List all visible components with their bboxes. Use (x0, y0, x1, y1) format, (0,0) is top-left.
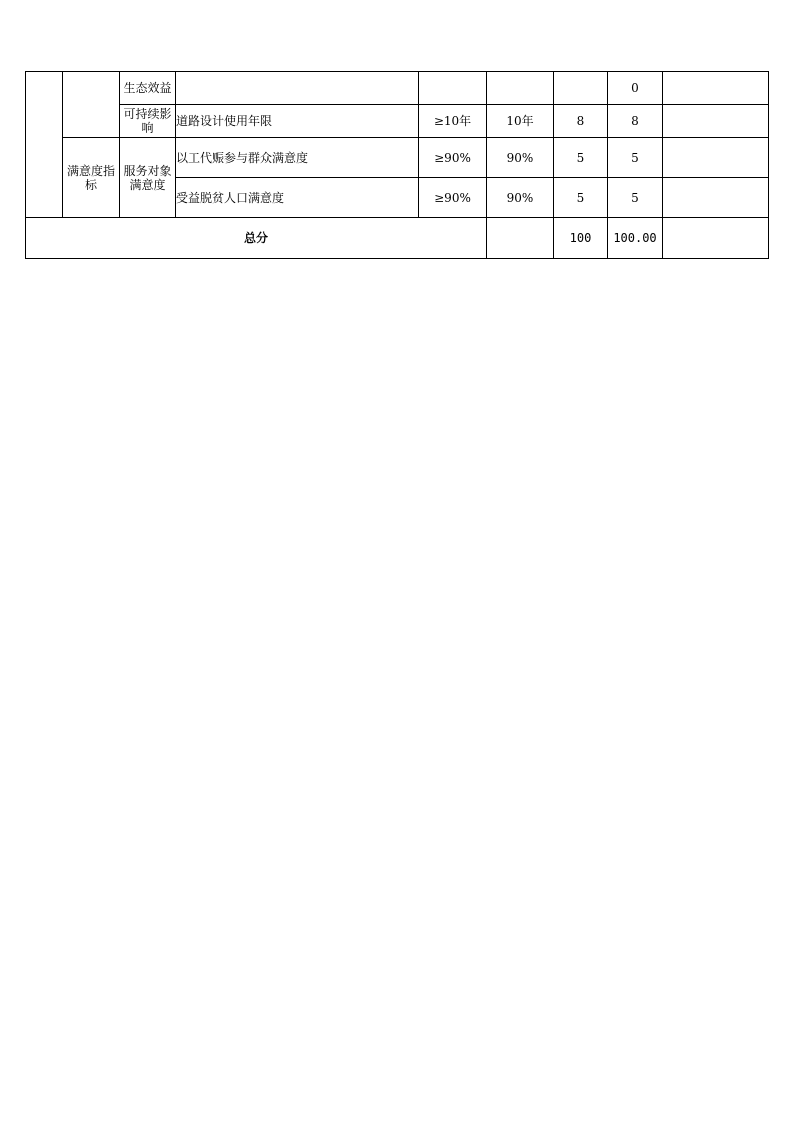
weight-cell: 8 (554, 105, 608, 138)
table-row (26, 138, 769, 178)
total-row (26, 218, 769, 259)
sub-category-cell: 可持续影响 (120, 105, 176, 138)
weight-cell: 5 (554, 178, 608, 218)
indicator-cell: 道路设计使用年限 (176, 105, 419, 138)
note-cell (663, 105, 769, 138)
note-cell (663, 72, 769, 105)
total-actual-value-cell (487, 218, 554, 259)
total-label: 总分 (26, 218, 487, 259)
score-cell: 0 (608, 72, 663, 105)
score-cell: 5 (608, 178, 663, 218)
weight-cell (554, 72, 608, 105)
actual-value-cell: 10年 (487, 105, 554, 138)
weight-cell: 5 (554, 138, 608, 178)
annual-target-cell (419, 72, 487, 105)
note-cell (663, 138, 769, 178)
note-cell (663, 178, 769, 218)
total-score-cell: 100.00 (608, 218, 663, 259)
actual-value-cell (487, 72, 554, 105)
annual-target-cell: ≥90% (419, 138, 487, 178)
indicator-cell: 受益脱贫人口满意度 (176, 178, 419, 218)
score-cell: 8 (608, 105, 663, 138)
total-weight-cell: 100 (554, 218, 608, 259)
actual-value-cell: 90% (487, 138, 554, 178)
annual-target-cell: ≥90% (419, 178, 487, 218)
score-cell: 5 (608, 138, 663, 178)
table-row (26, 105, 769, 138)
category-cell (63, 72, 120, 138)
actual-value-cell: 90% (487, 178, 554, 218)
indicator-cell (176, 72, 419, 105)
category-cell: 满意度指标 (63, 138, 120, 218)
outer-category-cell (26, 72, 63, 218)
annual-target-cell: ≥10年 (419, 105, 487, 138)
table-row (26, 72, 769, 105)
sub-category-cell: 生态效益 (120, 72, 176, 105)
total-note-cell (663, 218, 769, 259)
sub-category-cell: 服务对象满意度 (120, 138, 176, 218)
indicator-cell: 以工代赈参与群众满意度 (176, 138, 419, 178)
performance-table (25, 71, 769, 259)
